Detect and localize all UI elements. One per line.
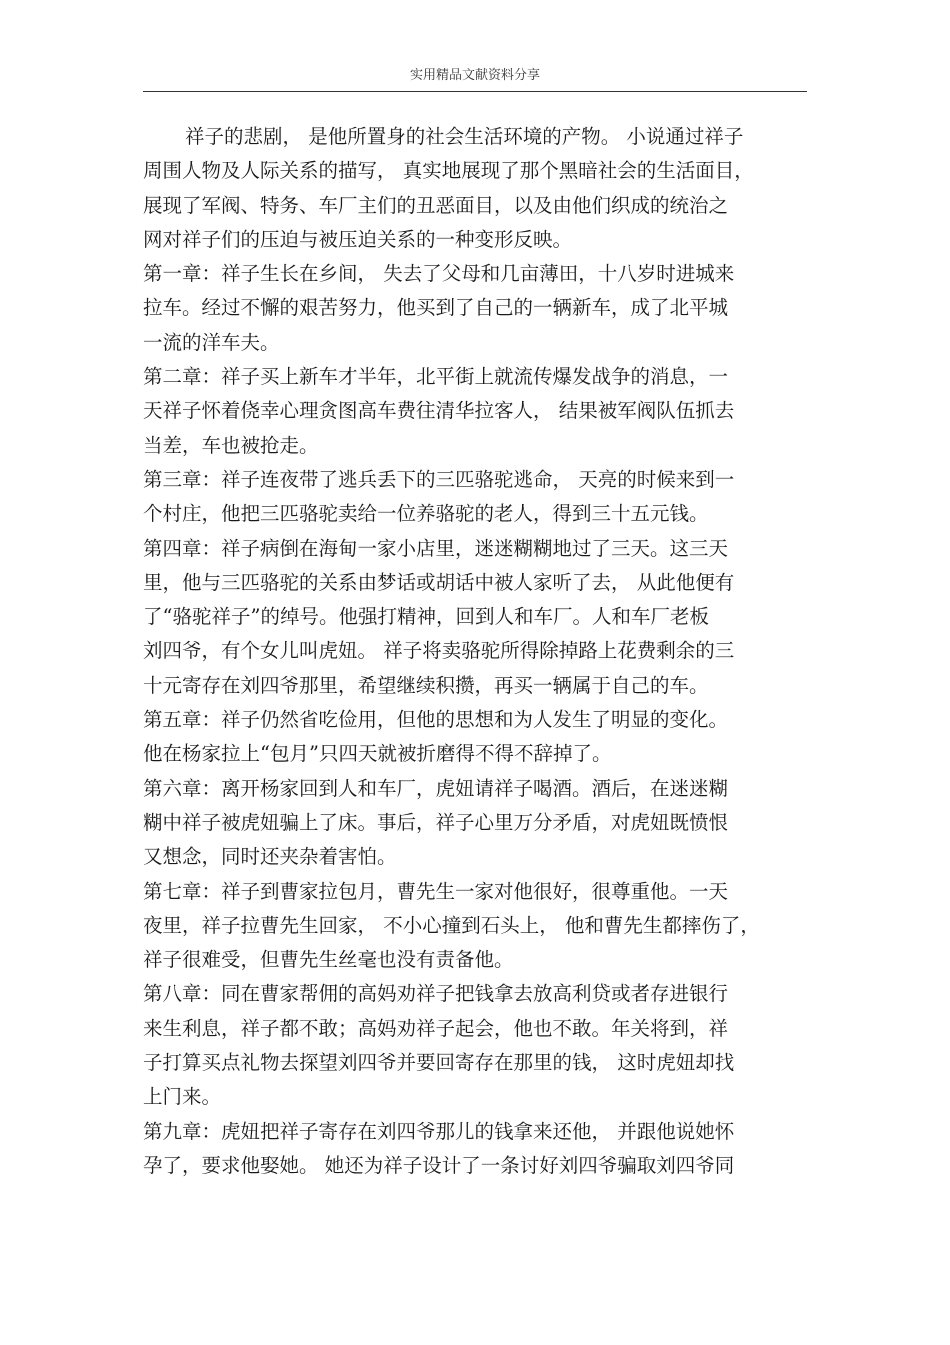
text-line: 拉车。经过不懈的艰苦努力，他买到了自己的一辆新车，成了北平城 [143,296,729,320]
text-line: 第九章：虎妞把祥子寄存在刘四爷那儿的钱拿来还他， 并跟他说她怀 [143,1119,735,1143]
text-line: 当差，车也被抢走。 [143,433,319,457]
text-line: 里，他与三匹骆驼的关系由梦话或胡话中被人家听了去， 从此他便有 [143,570,735,594]
text-line: 第二章：祥子买上新车才半年，北平街上就流传爆发战争的消息，一 [143,365,729,389]
text-line: 孕了，要求他娶她。 她还为祥子设计了一条讨好刘四爷骗取刘四爷同 [143,1153,735,1177]
text-line: 第四章：祥子病倒在海甸一家小店里，迷迷糊糊地过了三天。这三天 [143,536,729,560]
text-line: 周围人物及人际关系的描写， 真实地展现了那个黑暗社会的生活面目， [143,159,754,183]
text-line: 网对祥子们的压迫与被压迫关系的一种变形反映。 [143,227,573,251]
text-line: 他在杨家拉上“包月”只四天就被折磨得不得不辞掉了。 [143,742,612,766]
text-line: 一流的洋车夫。 [143,330,280,354]
text-line: 第一章：祥子生长在乡间， 失去了父母和几亩薄田，十八岁时进城来 [143,262,735,286]
text-line: 天祥子怀着侥幸心理贪图高车费往清华拉客人， 结果被军阀队伍抓去 [143,399,735,423]
header-divider [143,91,807,92]
text-line: 来生利息，祥子都不敢；高妈劝祥子起会，他也不敢。年关将到，祥 [143,1016,729,1040]
text-line: 十元寄存在刘四爷那里，希望继续积攒，再买一辆属于自己的车。 [143,673,709,697]
text-line: 夜里，祥子拉曹先生回家， 不小心撞到石头上， 他和曹先生都摔伤了， [143,913,760,937]
text-line: 个村庄，他把三匹骆驼卖给一位养骆驼的老人，得到三十五元钱。 [143,502,709,526]
text-line: 糊中祥子被虎妞骗上了床。事后，祥子心里万分矛盾，对虎妞既愤恨 [143,810,729,834]
text-line: 祥子的悲剧， 是他所置身的社会生活环境的产物。 小说通过祥子 [185,125,744,148]
document-body [143,120,807,1183]
text-line: 刘四爷，有个女儿叫虎妞。 祥子将卖骆驼所得除掉路上花费剩余的三 [143,639,735,663]
text-line: 第六章：离开杨家回到人和车厂，虎妞请祥子喝酒。酒后，在迷迷糊 [143,776,729,800]
text-line: 第八章：同在曹家帮佣的高妈劝祥子把钱拿去放高利贷或者存进银行 [143,982,729,1006]
text-line: 子打算买点礼物去探望刘四爷并要回寄存在那里的钱， 这时虎妞却找 [143,1051,735,1075]
text-line: 第五章：祥子仍然省吃俭用，但他的思想和为人发生了明显的变化。 [143,708,729,732]
text-line: 了“骆驼祥子”的绰号。他强打精神，回到人和车厂。人和车厂老板 [143,605,709,629]
text-line: 祥子很难受，但曹先生丝毫也没有责备他。 [143,948,514,972]
text-line: 上门来。 [143,1085,222,1109]
page-header: 实用精品文献资料分享 [409,68,540,83]
text-line: 第七章：祥子到曹家拉包月，曹先生一家对他很好，很尊重他。一天 [143,879,729,903]
text-line: 又想念，同时还夹杂着害怕。 [143,845,397,869]
text-line: 第三章：祥子连夜带了逃兵丢下的三匹骆驼逃命， 天亮的时候来到一 [143,467,735,491]
text-line: 展现了军阀、特务、车厂主们的丑恶面目，以及由他们织成的统治之 [143,193,729,217]
